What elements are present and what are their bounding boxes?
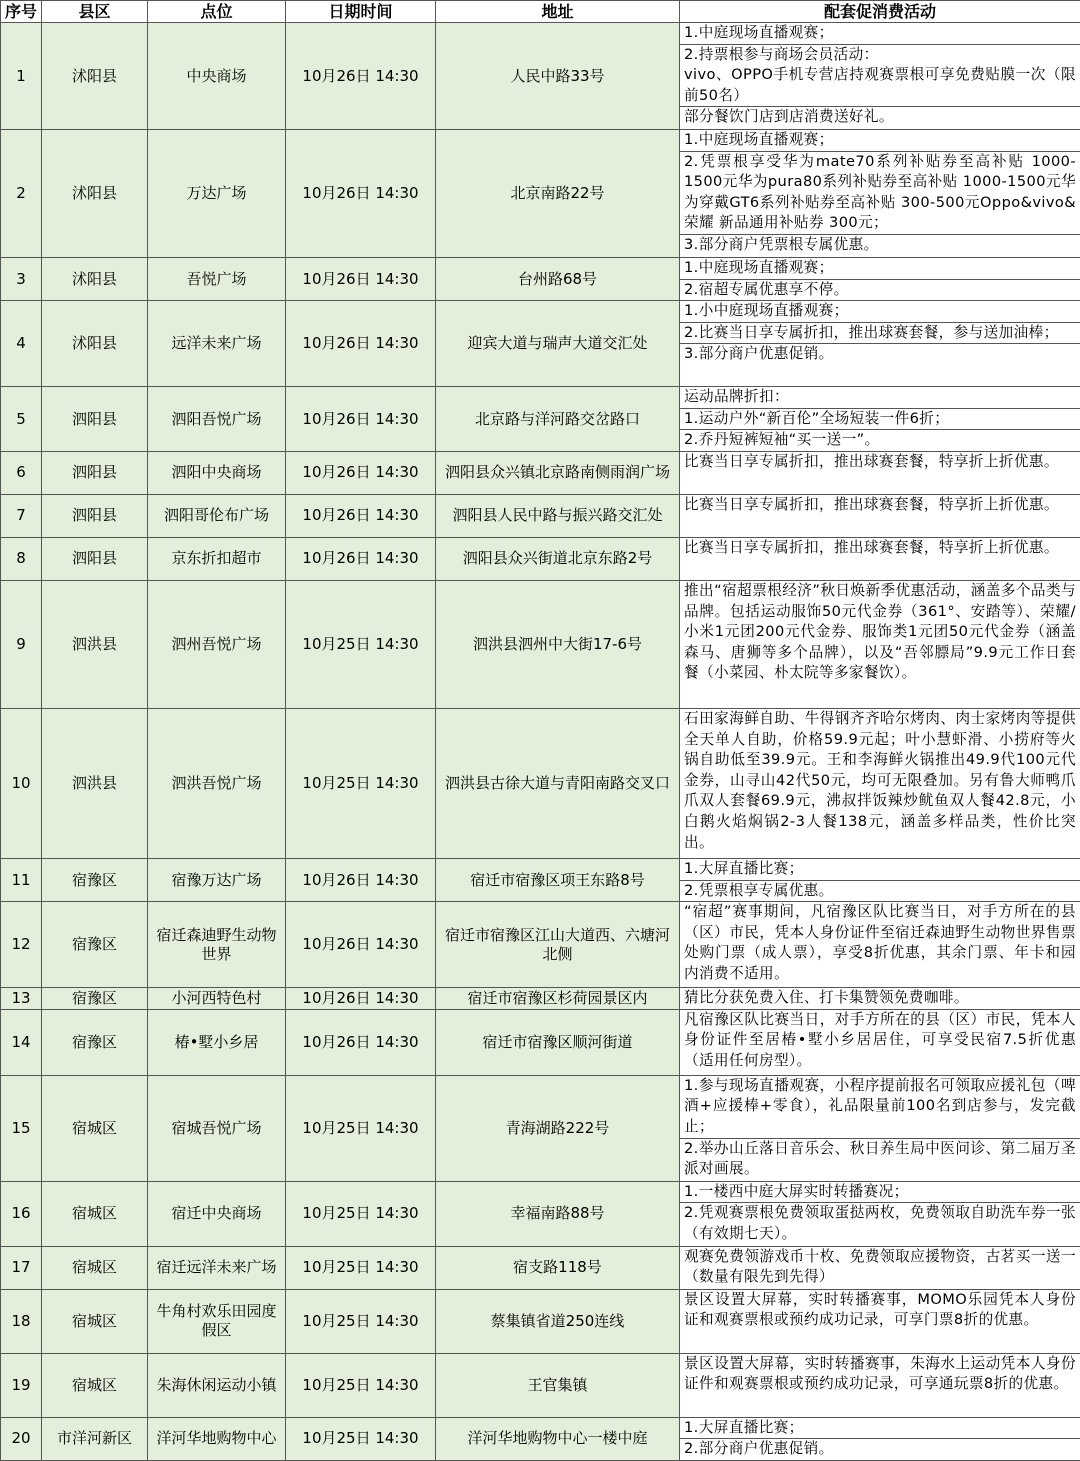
table-row <box>1 1075 1080 1181</box>
row-venue: 小河西特色村 <box>148 988 286 1010</box>
row-number: 13 <box>1 988 42 1010</box>
row-datetime: 10月26日 14:30 <box>286 451 436 494</box>
row-activities <box>680 387 1080 452</box>
row-address: 人民中路33号 <box>436 23 680 130</box>
activity-line: 1.大屏直播比赛； <box>680 859 1080 880</box>
row-county: 宿城区 <box>42 1353 148 1417</box>
row-datetime: 10月25日 14:30 <box>286 1353 436 1417</box>
activity-line: 推出“宿超票根经济”秋日焕新季优惠活动，涵盖多个品类与品牌。包括运动服饰50元代金券（361°、安踏等）、荣耀/小米1元团200元代金券、服饰类1元团50元代金券（涵盖森马、唐狮等多个品牌），以及“吾邻膘局”9.9元工作日套餐（小菜园、朴太院等多家餐饮）。 <box>680 581 1080 684</box>
table-row <box>1 858 1080 901</box>
row-activities <box>680 988 1080 1010</box>
row-address: 宿迁市宿豫区杉荷园景区内 <box>436 988 680 1010</box>
table-row <box>1 387 1080 452</box>
row-datetime: 10月26日 14:30 <box>286 537 436 580</box>
table-row <box>1 130 1080 258</box>
table-row <box>1 258 1080 301</box>
row-venue: 泗阳中央商场 <box>148 451 286 494</box>
row-activities <box>680 258 1080 301</box>
table-row <box>1 708 1080 858</box>
row-county: 泗阳县 <box>42 387 148 452</box>
header-no: 序号 <box>1 1 42 23</box>
row-number: 10 <box>1 708 42 858</box>
row-activities <box>680 1181 1080 1246</box>
activity-line: 2.乔丹短裤短袖“买一送一”。 <box>680 429 1080 451</box>
row-datetime: 10月26日 14:30 <box>286 258 436 301</box>
row-datetime: 10月26日 14:30 <box>286 988 436 1010</box>
row-venue: 牛角村欢乐田园度假区 <box>148 1289 286 1353</box>
row-activities <box>680 494 1080 537</box>
row-venue: 远洋未来广场 <box>148 301 286 387</box>
row-county: 沭阳县 <box>42 130 148 258</box>
row-datetime: 10月26日 14:30 <box>286 301 436 387</box>
activity-line: 比赛当日享专属折扣，推出球赛套餐，特享折上折优惠。 <box>680 495 1080 516</box>
row-datetime: 10月25日 14:30 <box>286 1417 436 1460</box>
row-county: 沭阳县 <box>42 301 148 387</box>
row-address: 宿迁市宿豫区江山大道西、六塘河北侧 <box>436 902 680 988</box>
table-row <box>1 1417 1080 1460</box>
activity-line: 1.大屏直播比赛； <box>680 1418 1080 1439</box>
activity-line: 观赛免费领游戏币十枚、免费领取应援物资，古茗买一送一（数量有限先到先得） <box>680 1247 1080 1288</box>
row-activities <box>680 1417 1080 1460</box>
row-datetime: 10月26日 14:30 <box>286 23 436 130</box>
row-number: 17 <box>1 1246 42 1289</box>
row-datetime: 10月26日 14:30 <box>286 387 436 452</box>
row-number: 14 <box>1 1009 42 1075</box>
header-venue: 点位 <box>148 1 286 23</box>
row-county: 市洋河新区 <box>42 1417 148 1460</box>
row-venue: 吾悦广场 <box>148 258 286 301</box>
table-row <box>1 988 1080 1010</box>
table-row <box>1 1289 1080 1353</box>
table-row <box>1 23 1080 130</box>
row-activities <box>680 1353 1080 1417</box>
row-number: 6 <box>1 451 42 494</box>
row-number: 20 <box>1 1417 42 1460</box>
activity-line: 2.凭票根享受华为mate70系列补贴券至高补贴 1000-1500元华为pura80系列补贴券至高补贴 1000-1500元华为穿戴GT6系列补贴券至高补贴 300-500元Oppo&vivo&荣耀 新品通用补贴券 300元； <box>680 151 1080 234</box>
table-row <box>1 1009 1080 1075</box>
activity-line: 3.部分商户凭票根专属优惠。 <box>680 234 1080 256</box>
row-activities <box>680 858 1080 901</box>
row-venue: 泗州吾悦广场 <box>148 580 286 708</box>
row-number: 18 <box>1 1289 42 1353</box>
row-county: 泗阳县 <box>42 494 148 537</box>
row-address: 蔡集镇省道250连线 <box>436 1289 680 1353</box>
row-address: 泗阳县众兴街道北京东路2号 <box>436 537 680 580</box>
row-venue: 泗洪吾悦广场 <box>148 708 286 858</box>
row-address: 青海湖路222号 <box>436 1075 680 1181</box>
row-number: 19 <box>1 1353 42 1417</box>
row-county: 宿豫区 <box>42 858 148 901</box>
table-row <box>1 1246 1080 1289</box>
table-body <box>1 23 1080 1461</box>
row-county: 宿城区 <box>42 1289 148 1353</box>
header-county: 县区 <box>42 1 148 23</box>
row-address: 北京南路22号 <box>436 130 680 258</box>
row-venue: 中央商场 <box>148 23 286 130</box>
row-number: 11 <box>1 858 42 901</box>
activity-line: 2.宿超专属优惠享不停。 <box>680 279 1080 301</box>
row-venue: 洋河华地购物中心 <box>148 1417 286 1460</box>
row-number: 3 <box>1 258 42 301</box>
table-row <box>1 902 1080 988</box>
activity-line: 1.中庭现场直播观赛； <box>680 258 1080 279</box>
table-row <box>1 1353 1080 1417</box>
row-activities <box>680 1009 1080 1075</box>
row-venue: 椿•墅小乡居 <box>148 1009 286 1075</box>
row-venue: 宿迁森迪野生动物世界 <box>148 902 286 988</box>
row-datetime: 10月25日 14:30 <box>286 708 436 858</box>
row-number: 12 <box>1 902 42 988</box>
row-datetime: 10月26日 14:30 <box>286 494 436 537</box>
table-row <box>1 301 1080 387</box>
row-venue: 宿豫万达广场 <box>148 858 286 901</box>
row-county: 宿豫区 <box>42 1009 148 1075</box>
activity-line: 1.参与现场直播观赛，小程序提前报名可领取应援礼包（啤酒+应援棒+零食），礼品限量前100名到店参与，发完截止； <box>680 1076 1080 1138</box>
row-number: 1 <box>1 23 42 130</box>
row-activities <box>680 1246 1080 1289</box>
row-datetime: 10月25日 14:30 <box>286 1289 436 1353</box>
row-activities <box>680 902 1080 988</box>
row-number: 9 <box>1 580 42 708</box>
row-datetime: 10月25日 14:30 <box>286 1075 436 1181</box>
row-activities <box>680 130 1080 258</box>
row-activities <box>680 451 1080 494</box>
activity-line: 2.部分商户优惠促销。 <box>680 1438 1080 1460</box>
row-number: 7 <box>1 494 42 537</box>
header-datetime: 日期时间 <box>286 1 436 23</box>
row-county: 宿城区 <box>42 1181 148 1246</box>
activity-line: 部分餐饮门店到店消费送好礼。 <box>680 106 1080 128</box>
activity-line: 2.持票根参与商场会员活动： vivo、OPPO手机专营店持观赛票根可享免费贴膜一次（限前50名） <box>680 44 1080 107</box>
activity-line: 2.凭票根享专属优惠。 <box>680 880 1080 902</box>
activity-line: 1.运动户外“新百伦”全场短装一件6折； <box>680 408 1080 430</box>
row-venue: 泗阳吾悦广场 <box>148 387 286 452</box>
row-datetime: 10月26日 14:30 <box>286 902 436 988</box>
row-address: 王官集镇 <box>436 1353 680 1417</box>
row-datetime: 10月26日 14:30 <box>286 1009 436 1075</box>
row-county: 沭阳县 <box>42 23 148 130</box>
row-venue: 泗阳哥伦布广场 <box>148 494 286 537</box>
activity-line: 石田家海鲜自助、牛得钢齐齐哈尔烤肉、肉士家烤肉等提供全天单人自助，价格59.9元起；叶小慧虾滑、小捞府等火锅自助低至39.9元。王和李海鲜火锅推出49.9代100元代金券，山寻山42代50元，均可无限叠加。另有鲁大师鸭爪爪双人套餐69.9元，沸叔拌饭辣炒鱿鱼双人餐42.8元，小白鹅火焰焖锅2-3人餐138元，涵盖多样品类，性价比突出。 <box>680 709 1080 853</box>
row-number: 4 <box>1 301 42 387</box>
header-address: 地址 <box>436 1 680 23</box>
row-address: 洋河华地购物中心一楼中庭 <box>436 1417 680 1460</box>
row-activities <box>680 580 1080 708</box>
row-address: 泗阳县众兴镇北京路南侧雨润广场 <box>436 451 680 494</box>
header-row <box>1 1 1080 23</box>
activity-line: 2.举办山丘落日音乐会、秋日养生局中医问诊、第二届万圣派对画展。 <box>680 1138 1080 1180</box>
activity-line: 1.一楼西中庭大屏实时转播赛况； <box>680 1182 1080 1203</box>
row-datetime: 10月25日 14:30 <box>286 580 436 708</box>
row-county: 宿城区 <box>42 1246 148 1289</box>
activity-line: “宿超”赛事期间，凡宿豫区队比赛当日，对手方所在的县（区）市民，凭本人身份证件至宿迁森迪野生动物世界售票处购门票（成人票），享受8折优惠，其余门票、年卡和园内消费不适用。 <box>680 902 1080 984</box>
row-number: 2 <box>1 130 42 258</box>
activity-line: 比赛当日享专属折扣，推出球赛套餐，特享折上折优惠。 <box>680 452 1080 473</box>
row-datetime: 10月26日 14:30 <box>286 858 436 901</box>
row-address: 北京路与洋河路交岔路口 <box>436 387 680 452</box>
row-address: 泗洪县泗州中大街17-6号 <box>436 580 680 708</box>
row-activities <box>680 1289 1080 1353</box>
table-row <box>1 1181 1080 1246</box>
header-activities: 配套促消费活动 <box>680 1 1080 23</box>
row-county: 泗洪县 <box>42 708 148 858</box>
row-address: 台州路68号 <box>436 258 680 301</box>
row-venue: 朱海休闲运动小镇 <box>148 1353 286 1417</box>
row-activities <box>680 23 1080 130</box>
table-row <box>1 494 1080 537</box>
table-row <box>1 451 1080 494</box>
activity-line: 1.中庭现场直播观赛； <box>680 23 1080 44</box>
row-address: 宿支路118号 <box>436 1246 680 1289</box>
row-address: 宿迁市宿豫区顺河街道 <box>436 1009 680 1075</box>
row-number: 8 <box>1 537 42 580</box>
row-county: 宿豫区 <box>42 988 148 1010</box>
activity-line: 景区设置大屏幕，实时转播赛事，朱海水上运动凭本人身份证件和观赛票根或预约成功记录，可享通玩票8折的优惠。 <box>680 1354 1080 1395</box>
activity-line: 猜比分获免费入住、打卡集赞领免费咖啡。 <box>680 988 1080 1009</box>
activity-line: 运动品牌折扣： <box>680 387 1080 408</box>
row-venue: 宿迁中央商场 <box>148 1181 286 1246</box>
activity-line: 1.中庭现场直播观赛； <box>680 130 1080 151</box>
activity-line: 2.凭观赛票根免费领取蛋挞两枚，免费领取自助洗车券一张（有效期七天）。 <box>680 1202 1080 1244</box>
row-activities <box>680 301 1080 387</box>
row-number: 16 <box>1 1181 42 1246</box>
row-datetime: 10月26日 14:30 <box>286 130 436 258</box>
row-venue: 京东折扣超市 <box>148 537 286 580</box>
row-address: 迎宾大道与瑞声大道交汇处 <box>436 301 680 387</box>
row-activities <box>680 708 1080 858</box>
row-address: 宿迁市宿豫区项王东路8号 <box>436 858 680 901</box>
activity-line: 比赛当日享专属折扣，推出球赛套餐，特享折上折优惠。 <box>680 538 1080 559</box>
row-address: 幸福南路88号 <box>436 1181 680 1246</box>
activity-line: 1.小中庭现场直播观赛； <box>680 301 1080 322</box>
row-county: 沭阳县 <box>42 258 148 301</box>
row-datetime: 10月25日 14:30 <box>286 1181 436 1246</box>
row-venue: 宿迁远洋未来广场 <box>148 1246 286 1289</box>
activity-line: 2.比赛当日享专属折扣，推出球赛套餐，参与送加油棒； <box>680 322 1080 344</box>
row-venue: 宿城吾悦广场 <box>148 1075 286 1181</box>
table-row <box>1 580 1080 708</box>
row-county: 宿豫区 <box>42 902 148 988</box>
row-number: 15 <box>1 1075 42 1181</box>
row-activities <box>680 1075 1080 1181</box>
row-datetime: 10月25日 14:30 <box>286 1246 436 1289</box>
activity-line: 景区设置大屏幕，实时转播赛事，MOMO乐园凭本人身份证和观赛票根或预约成功记录，可享门票8折的优惠。 <box>680 1290 1080 1331</box>
row-address: 泗洪县古徐大道与青阳南路交叉口 <box>436 708 680 858</box>
row-county: 泗洪县 <box>42 580 148 708</box>
row-county: 泗阳县 <box>42 451 148 494</box>
row-number: 5 <box>1 387 42 452</box>
row-activities <box>680 537 1080 580</box>
activity-line: 3.部分商户优惠促销。 <box>680 343 1080 365</box>
row-venue: 万达广场 <box>148 130 286 258</box>
activity-line: 凡宿豫区队比赛当日，对手方所在的县（区）市民，凭本人身份证件至居椿•墅小乡居居住，可享受民宿7.5折优惠（适用任何房型）。 <box>680 1010 1080 1072</box>
table-row <box>1 537 1080 580</box>
row-county: 宿城区 <box>42 1075 148 1181</box>
row-county: 泗阳县 <box>42 537 148 580</box>
row-address: 泗阳县人民中路与振兴路交汇处 <box>436 494 680 537</box>
